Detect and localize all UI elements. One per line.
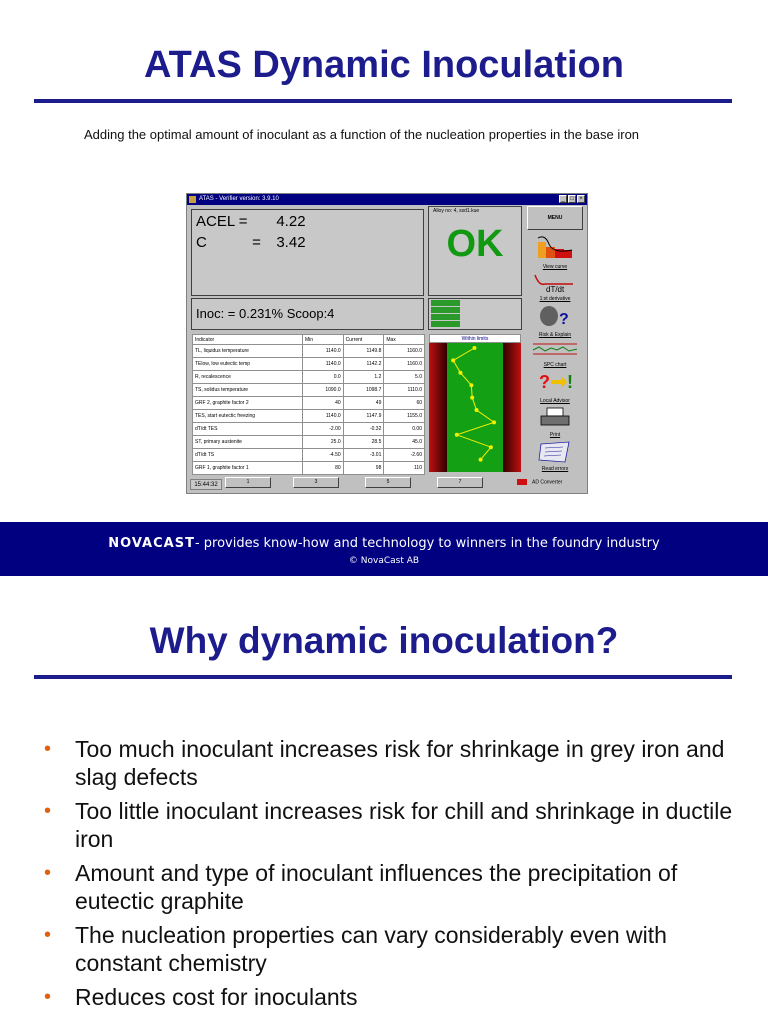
limits-point — [469, 383, 473, 387]
col-max: Max — [384, 335, 425, 345]
limits-chart — [429, 343, 521, 472]
tagline-text: - provides know-how and technology to winners in the foundry industry — [194, 536, 660, 551]
window-title: ATAS - Verifier version: 3.9.10 — [199, 196, 279, 202]
c-label: C — [196, 234, 207, 251]
title-rule — [34, 99, 732, 103]
limits-point — [489, 445, 493, 449]
view-curve-button[interactable] — [527, 234, 583, 270]
gauge-title: Within limits — [429, 334, 521, 343]
table-row[interactable]: R, recalescence 0.0 1.2 5.0 — [193, 371, 425, 384]
table-row[interactable]: GRF 2, graphite factor 2 40 49 60 — [193, 397, 425, 410]
status-button-1[interactable]: 1 — [225, 477, 271, 488]
app-icon — [189, 196, 196, 203]
advisor-icon — [533, 370, 577, 394]
limits-point — [470, 396, 474, 400]
curve-icon — [535, 234, 575, 260]
status-button-5[interactable]: 5 — [365, 477, 411, 488]
limits-point — [455, 433, 459, 437]
menu-button[interactable] — [527, 206, 583, 230]
limits-point — [479, 458, 483, 462]
table-row[interactable]: dT/dt TS -4.50 -3.01 -2.60 — [193, 449, 425, 462]
limits-point — [458, 371, 462, 375]
legend-swatch — [431, 321, 460, 327]
col-current: Current — [343, 335, 384, 345]
derivative-label: 1:st derivative — [539, 296, 571, 302]
svg-text:!: ! — [567, 372, 573, 392]
acel-panel — [191, 209, 424, 296]
c-equals: = — [252, 234, 261, 251]
slide-title: ATAS Dynamic Inoculation — [144, 44, 624, 86]
limits-point — [474, 408, 478, 412]
limits-point — [472, 346, 476, 350]
bullet-list — [44, 735, 744, 1017]
col-indicator: Indicator — [193, 335, 303, 345]
legend-swatch — [431, 300, 460, 306]
table-row[interactable]: TL, liquidus temperature 1140.0 1149.8 1160.0 — [193, 345, 425, 358]
status-button-7[interactable]: 7 — [437, 477, 483, 488]
spc-label: SPC chart — [543, 362, 567, 368]
window-titlebar[interactable] — [187, 194, 587, 205]
ad-led-icon — [517, 479, 527, 485]
read-errors-icon — [535, 440, 575, 464]
ad-converter-status — [517, 479, 562, 485]
footer-band — [0, 522, 768, 576]
brand-logo: NOVACAST — [108, 536, 195, 551]
print-label: Print — [549, 432, 561, 438]
table-row[interactable]: TS, solidus temperature 1090.0 1098.7 1110.0 — [193, 384, 425, 397]
col-min: Min — [303, 335, 344, 345]
slide2-title: Why dynamic inoculation? — [149, 620, 619, 661]
table-row[interactable]: TElow, low eutectic temp 1140.0 1142.2 1160.0 — [193, 358, 425, 371]
limits-point — [492, 420, 496, 424]
risk-explain-button[interactable] — [527, 304, 583, 338]
acel-label: ACEL = — [196, 213, 248, 230]
list-item: • Reduces cost for inoculants — [44, 983, 744, 1011]
status-bar — [187, 475, 587, 493]
acel-value: 4.22 — [276, 213, 306, 230]
derivative-icon — [533, 272, 577, 294]
menu-label: MENU — [547, 215, 563, 221]
read-errors-button[interactable] — [527, 440, 583, 472]
svg-text:?: ? — [539, 372, 550, 392]
title-rule — [34, 675, 732, 679]
c-value: 3.42 — [276, 234, 306, 251]
close-button[interactable]: × — [577, 195, 585, 203]
ad-converter-label: AD Converter — [532, 479, 563, 486]
legend-panel — [428, 298, 522, 330]
svg-text:dT/dt: dT/dt — [546, 285, 565, 294]
minimize-button[interactable]: _ — [559, 195, 567, 203]
legend-swatch — [431, 307, 460, 313]
table-row[interactable]: GRF 1, graphite factor 1 80 98 110 — [193, 462, 425, 475]
clock: 15:44:32 — [190, 479, 222, 490]
view-curve-label: View curve — [542, 264, 568, 270]
tagline — [0, 536, 768, 551]
spc-chart-icon — [531, 340, 579, 358]
status-button-3[interactable]: 3 — [293, 477, 339, 488]
svg-text:?: ? — [559, 311, 569, 328]
copyright: © NovaCast AB — [348, 556, 420, 566]
table-row[interactable]: dT/dt TES -2.00 -0.32 0.00 — [193, 423, 425, 436]
list-item: • The nucleation properties can vary considerably even with constant chemistry — [44, 921, 744, 977]
maximize-button[interactable]: □ — [568, 195, 576, 203]
inoculation-panel: Inoc: = 0.231% Scoop:4 — [191, 298, 424, 330]
list-item: • Amount and type of inoculant influences the precipitation of eutectic graphite — [44, 859, 744, 915]
table-row[interactable]: TES, start eutectic freezing 1140.0 1147.9 1155.0 — [193, 410, 425, 423]
print-button[interactable] — [527, 406, 583, 438]
local-advisor-button[interactable] — [527, 370, 583, 404]
atas-window — [186, 193, 588, 494]
advisor-label: Local Advisor — [540, 398, 570, 404]
spc-chart-button[interactable] — [527, 340, 583, 368]
table-row[interactable]: ST, primary austenite 25.0 28.5 45.0 — [193, 436, 425, 449]
risk-label: Risk & Explain — [538, 332, 572, 338]
printer-icon — [535, 406, 575, 428]
list-item: • Too little inoculant increases risk for chill and shrinkage in ductile iron — [44, 797, 744, 853]
alloy-label: Alloy no: 4, ssd1.kue — [433, 208, 480, 214]
indicator-table — [192, 334, 425, 475]
risk-head-icon — [535, 304, 575, 330]
status-panel — [428, 206, 522, 296]
within-limits-gauge — [429, 334, 521, 472]
derivative-button[interactable] — [527, 272, 583, 302]
limits-point — [451, 358, 455, 362]
tool-panel — [527, 206, 583, 470]
slide-subtitle: Adding the optimal amount of inoculant as a function of the nucleation properties in the base iron — [84, 127, 640, 142]
ok-status: OK — [446, 223, 504, 265]
list-item: • Too much inoculant increases risk for shrinkage in grey iron and slag defects — [44, 735, 744, 791]
legend-swatch — [431, 314, 460, 320]
read-errors-label: Read errors — [541, 466, 569, 472]
